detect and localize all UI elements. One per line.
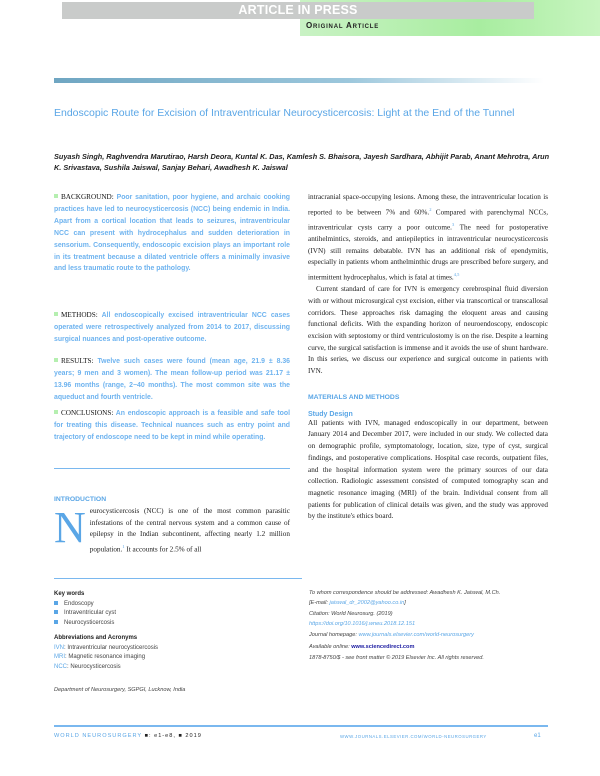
bullet-icon xyxy=(54,358,58,362)
abstract-conclusions xyxy=(54,408,290,444)
introduction-heading: INTRODUCTION xyxy=(54,496,107,503)
correspondence-line: To whom correspondence should be addressed: Awadhesh K. Jaiswal, M.Ch. xyxy=(309,590,501,596)
article-title: Endoscopic Route for Excision of Intraventricular Neurocysticercosis: Light at the End of the Tunnel xyxy=(54,107,515,119)
footer-rule xyxy=(54,725,548,727)
abbrev-key: NCC xyxy=(54,663,67,670)
keyword-text: Neurocysticercosis xyxy=(64,619,115,626)
citation-link[interactable]: 3 xyxy=(451,221,455,227)
text: The need for postoperative antihelmintics, steroids, and antiepileptics in intraventricular neurocysticercosis (IVN) still remains debatable. IVN has an additional risk of ependymitis, especially in patients whom anthelminthic drugs are prescribed before surgery, and intermittent hydrocephalus, which is fatal at times. xyxy=(308,223,548,282)
journal-homepage-label: Journal homepage: xyxy=(309,632,359,638)
keyword-item xyxy=(54,619,294,629)
text: intracranial space-occupying lesions. Among these, the intraventricular location is reported to be between 7% and 60%. xyxy=(308,193,548,217)
abstract-label: RESULTS: xyxy=(61,357,94,365)
right-column xyxy=(308,192,548,523)
materials-methods-heading: MATERIALS AND METHODS xyxy=(308,393,400,401)
abstract-methods xyxy=(54,310,290,346)
available-online-label: Available online: xyxy=(309,643,352,650)
title-rule xyxy=(54,78,544,83)
abstract-text: All endoscopically excised intraventricular NCC cases operated were retrospectively analyzed from 2014 to 2017, discussing surgical nuances and post-operative outcome. xyxy=(54,312,290,343)
page-number: e1 xyxy=(534,733,541,739)
bullet-icon xyxy=(54,410,58,414)
abbrev-value: : Magnetic resonance imaging xyxy=(65,654,146,660)
abstract-results xyxy=(54,356,290,404)
intro-text: eurocysticercosis (NCC) is one of the most common parasitic infestations of the central nervous system and a common cause of epilepsy in the Indian subcontinent, affecting nearly 1.2 million population. xyxy=(89,507,290,554)
bullet-icon xyxy=(54,601,58,605)
paragraph: All patients with IVN, managed endoscopically in our department, between January 2014 and December 2017, were included in our study. We collected data on demographic profile, symptomatology, location, size, type of cyst, surgical findings, and postoperative complications. Hospital case records, outpatient files, and the hospital information system were the primary sources of our data collection. Radiologic assessment consisted of computed tomography scan and magnetic resonance imaging (MRI) of the brain. Individual consent from all patients for publication of clinical details was given, and the study was approved by the institute's ethics board. xyxy=(308,418,548,521)
abstract-text: Twelve such cases were found (mean age, 21.9 ± 8.36 years; 9 men and 3 women). The mean follow-up period was 21.17 ± 13.96 months (range, 2−40 months). The most common site was the aqueduct and fourth ventricle. xyxy=(54,358,291,401)
paragraph xyxy=(308,192,548,284)
sciencedirect-link[interactable]: www.sciencedirect.com xyxy=(351,643,415,650)
footer-url[interactable]: WWW.JOURNALS.ELSEVIER.COM/WORLD-NEUROSURGERY xyxy=(340,734,487,739)
correspondence-box xyxy=(309,589,549,664)
abstract-label: BACKGROUND: xyxy=(61,193,114,201)
issue-info: ■: e1-e8, ■ 2019 xyxy=(142,733,202,739)
keyword-item xyxy=(54,609,294,619)
abbrev-value: : Intraventricular neurocysticercosis xyxy=(64,644,159,651)
intro-text: It accounts for 2.5% of all xyxy=(124,545,202,554)
citation: Citation: World Neurosurg. (2019) xyxy=(309,611,393,617)
journal-homepage-link[interactable]: www.journals.elsevier.com/world-neurosurgery xyxy=(358,632,474,638)
journal-name: WORLD NEUROSURGERY xyxy=(54,733,143,739)
doi-link[interactable]: https://doi.org/10.1016/j.wneu.2018.12.151 xyxy=(309,620,416,627)
abbrev-item xyxy=(54,663,294,673)
keywords-box xyxy=(54,590,294,696)
section-label: Original Article xyxy=(306,21,380,30)
abstract-divider xyxy=(54,468,290,469)
introduction-section xyxy=(54,496,290,556)
bullet-icon xyxy=(54,194,58,198)
citation-link[interactable]: 2 xyxy=(429,206,432,212)
affiliation: Department of Neurosurgery, SGPGI, Lucknow, India xyxy=(54,687,186,693)
abstract-label: CONCLUSIONS: xyxy=(61,409,114,417)
abbrev-item xyxy=(54,653,294,663)
keyword-text: Endoscopy xyxy=(64,600,94,607)
abbrev-value: : Neurocysticercosis xyxy=(67,663,121,670)
abstract-label: METHODS: xyxy=(61,311,98,319)
article-in-press-banner: ARTICLE IN PRESS xyxy=(62,2,534,19)
abstract-text: Poor sanitation, poor hygiene, and archaic cooking practices have led to neurocysticercosis (NCC) being endemic in India. Apart from a cortical location that leads to seizures, intraventricular NCC can present with hydrocephalus and sudden deterioration in sensorium. Consequently, endoscopic excision plays an important role in its treatment because a dilated ventricle offers a minimally invasive and less traumatic route to the pathology. xyxy=(54,194,290,273)
keyword-text: Intraventricular cyst xyxy=(64,610,117,616)
email-link[interactable]: jaiswal_dr_2002@yahoo.co.in xyxy=(329,599,405,606)
abstract-text: An endoscopic approach is a feasible and safe tool for treating this disease. Technical nuances such as entry point and trajectory of endoscope need to be kept in mind while operating. xyxy=(54,410,290,441)
abbrev-key: IVN xyxy=(54,644,65,651)
bullet-icon xyxy=(54,620,58,624)
citation-link[interactable]: 1 xyxy=(122,544,125,550)
text: Compared with parenchymal NCCs, intraventricular cysts carry a poor outcome. xyxy=(308,208,548,232)
author-list: Suyash Singh, Raghvendra Marutirao, Harsh Deora, Kuntal K. Das, Kamlesh S. Bhaisora, Jayesh Sardhara, Abhijit Parab, Anant Mehrotra, Arun K. Srivastava, Sushila Jaiswal, Sanjay Behari, Awadhesh K. Jaiswal xyxy=(54,152,550,172)
email-label: [E-mail: xyxy=(309,599,330,606)
bullet-icon xyxy=(54,312,58,316)
drop-cap: N xyxy=(54,503,86,552)
abbreviations-heading: Abbreviations and Acronyms xyxy=(54,635,138,641)
footer-journal xyxy=(54,733,202,739)
abbrev-key: MRI xyxy=(54,654,65,660)
bracket: ] xyxy=(404,599,406,606)
citation-link[interactable]: 4,5 xyxy=(453,272,460,277)
study-design-heading: Study Design xyxy=(308,410,353,418)
paragraph: Current standard of care for IVN is emergency cerebrospinal fluid diversion with or without microsurgical cyst excision, either via transcortical or transcallosal corridors. These approaches risk damaging the eloquent areas and causing functional deficits. With the expanding horizon of neuroendoscopy, endoscopic excision with septostomy or third ventriculostomy is on the rise. Despite a learning curve, the surgical satisfaction is immense and it avoids the use of shunt hardware. In this series, we discuss our experience and surgical outcome in patients with IVN. xyxy=(308,285,548,376)
keyword-item xyxy=(54,600,294,610)
keywords-heading: Key words xyxy=(54,591,85,597)
abbrev-item xyxy=(54,644,294,654)
footnote-divider xyxy=(54,578,302,579)
copyright: 1878-8750/$ - see front matter © 2019 Elsevier Inc. All rights reserved. xyxy=(309,655,484,661)
bullet-icon xyxy=(54,610,58,614)
abstract-background xyxy=(54,192,290,275)
